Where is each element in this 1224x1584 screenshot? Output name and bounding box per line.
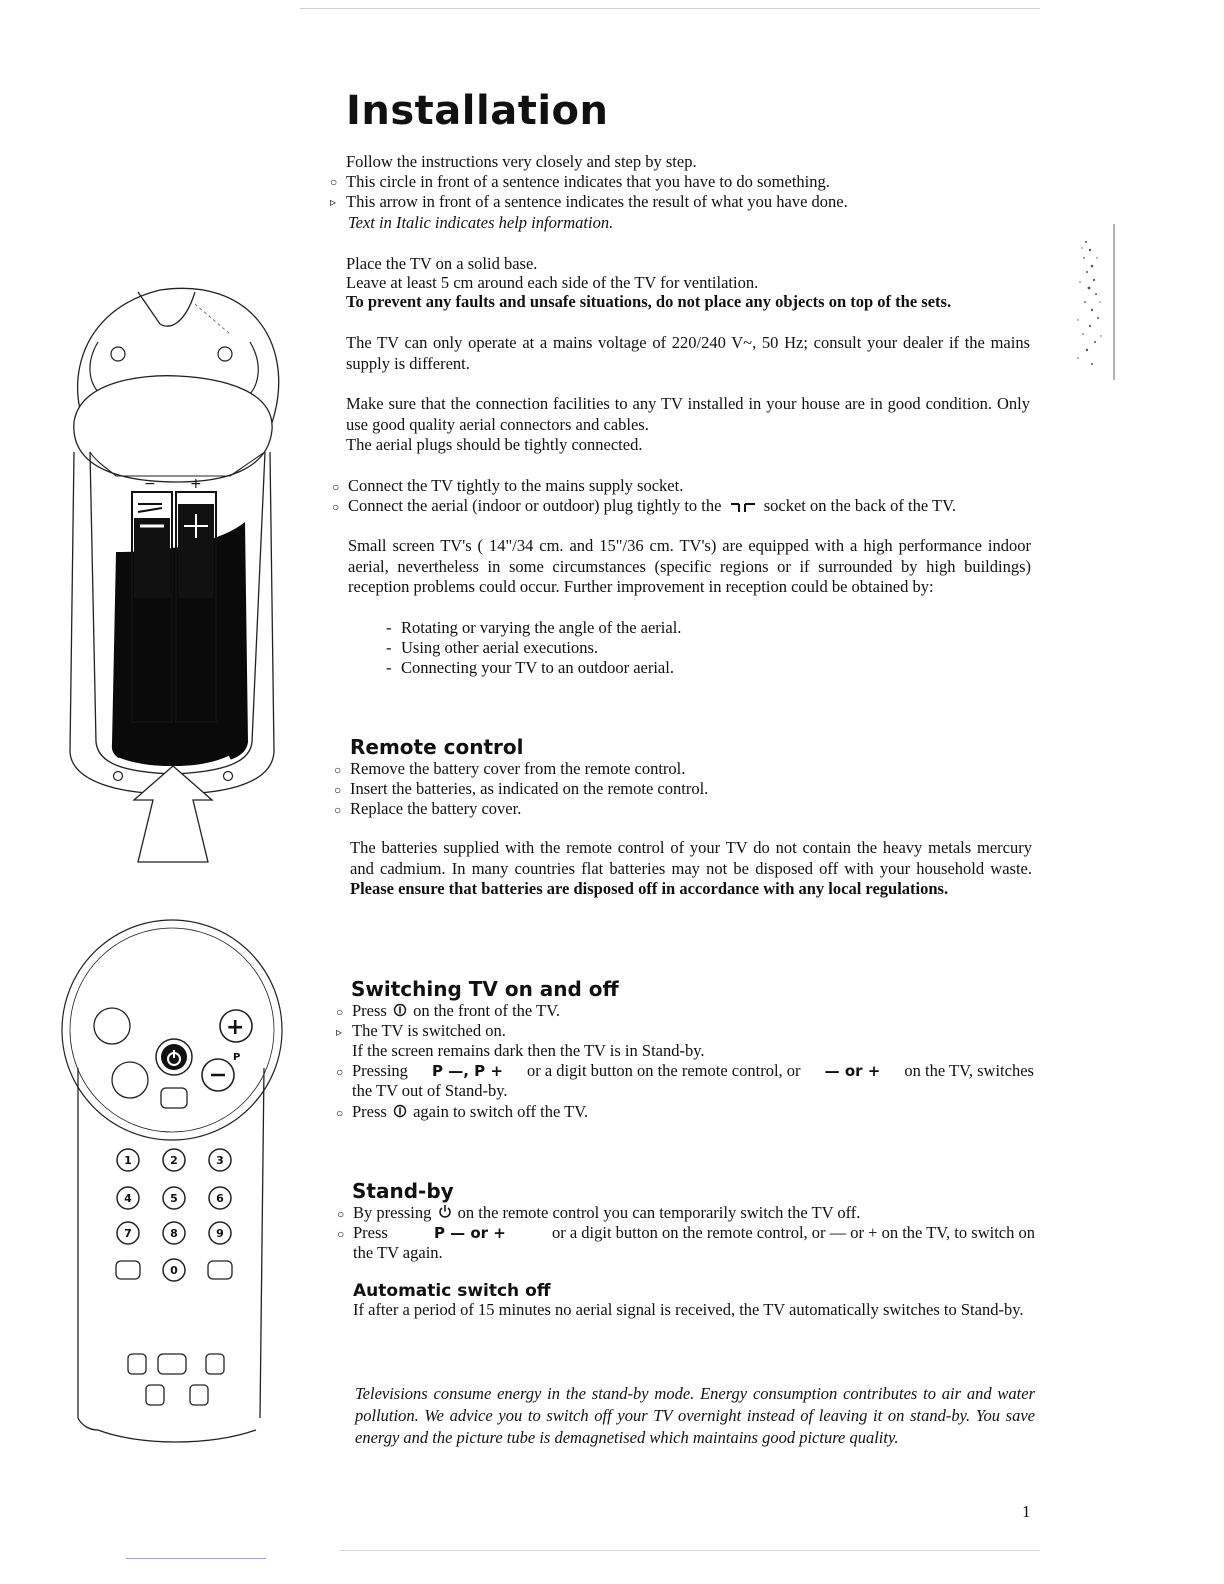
scan-speckle [1056, 222, 1116, 382]
auto-switch-off-heading: Automatic switch off [353, 1281, 551, 1301]
scan-edge-corner [126, 1558, 266, 1559]
step-text: By pressing [353, 1203, 432, 1222]
battery-disposal-paragraph [350, 838, 1032, 900]
step-text: Press [353, 1223, 388, 1242]
arrow-bullet-icon: ▹ [336, 1025, 343, 1039]
intro-italic-note: Text in Italic indicates help information. [348, 213, 614, 232]
step-text: again to switch off the TV. [413, 1102, 589, 1121]
connection-paragraph: Make sure that the connection facilities to any TV installed in your house are in good condition. Only use good quality aerial connectors and cables. [346, 394, 1030, 434]
switching-note: If the screen remains dark then the TV is in Stand-by. [352, 1041, 705, 1060]
auto-switch-off-paragraph: If after a period of 15 minutes no aerial signal is received, the TV automatically switches to Stand-by. [353, 1300, 1024, 1319]
remote-digit-1: 1 [124, 1154, 132, 1167]
page-title: Installation [346, 88, 609, 134]
battery-minus-label: − [144, 476, 156, 492]
power-icon [393, 1003, 407, 1017]
battery-compartment-illustration [60, 282, 290, 864]
remote-blank-round-button [94, 1008, 130, 1044]
switching-result: The TV is switched on. [352, 1021, 506, 1040]
switching-step-cont: the TV out of Stand-by. [352, 1081, 508, 1100]
remote-digit-0: 0 [170, 1264, 178, 1277]
remote-step: Replace the battery cover. [350, 799, 522, 818]
remote-p-label: P [233, 1052, 241, 1063]
circle-bullet-icon: ○ [336, 1065, 344, 1079]
svg-text:+: + [226, 1015, 245, 1040]
circle-bullet-icon: ○ [336, 1106, 344, 1120]
power-icon [393, 1104, 407, 1118]
arrow-bullet-icon: ▹ [330, 195, 337, 209]
step-text: or a digit button on the remote control, or [526, 1061, 801, 1080]
remote-digit-4: 4 [124, 1192, 132, 1205]
remote-control-heading: Remote control [350, 735, 524, 759]
circle-bullet-icon: ○ [332, 500, 340, 514]
circle-bullet-icon: ○ [332, 480, 340, 494]
standby-heading: Stand-by [352, 1179, 454, 1203]
connect-mains-step: Connect the TV tightly to the mains supply socket. [348, 476, 684, 495]
standby-step [353, 1203, 860, 1223]
reception-tip: Connecting your TV to an outdoor aerial. [401, 658, 674, 677]
step-text: Press [352, 1001, 387, 1020]
standby-icon [438, 1204, 452, 1219]
mains-paragraph: The TV can only operate at a mains voltage of 220/240 V~, 50 Hz; consult your dealer if the mains supply is different. [346, 333, 1030, 373]
remote-digit-9: 9 [216, 1227, 224, 1240]
energy-note: Televisions consume energy in the stand-by mode. Energy consumption contributes to air and water pollution. We advice you to switch off your TV overnight instead of leaving it on stand-by. You save energy and the picture tube is demagnetised which maintains good picture quality. [355, 1384, 1035, 1447]
remote-step: Remove the battery cover from the remote control. [350, 759, 686, 778]
remote-digit-2: 2 [170, 1154, 178, 1167]
p-minus-plus-keys: P —, P + [431, 1062, 503, 1080]
battery-plus-label: + [190, 476, 202, 492]
step-text: on the remote control you can temporarily switch the TV off. [457, 1203, 861, 1222]
dash-marker: - [386, 658, 392, 677]
aerial-socket-icon [730, 501, 756, 513]
scan-edge-bottom [340, 1550, 1040, 1551]
switching-step [352, 1001, 560, 1021]
circle-bullet-icon: ○ [337, 1207, 345, 1221]
remote-digit-3: 3 [216, 1154, 224, 1167]
scan-edge-top [300, 8, 1040, 9]
remote-digit-5: 5 [170, 1192, 178, 1205]
remote-blank-round-button [112, 1062, 148, 1098]
circle-bullet-icon: ○ [337, 1227, 345, 1241]
circle-bullet-icon: ○ [336, 1005, 344, 1019]
circle-bullet-icon: ○ [330, 175, 338, 189]
placement-line: Place the TV on a solid base. [346, 254, 538, 273]
connect-aerial-step [348, 496, 956, 516]
switching-step [352, 1061, 1034, 1081]
circle-bullet-icon: ○ [334, 803, 342, 817]
step-text: or a digit button on the remote control, or — or + on the TV, to switch on [551, 1223, 1035, 1242]
dash-marker: - [386, 618, 392, 637]
dash-marker: - [386, 638, 392, 657]
p-minus-plus-keys: P — or + [433, 1224, 506, 1242]
switching-heading: Switching TV on and off [351, 977, 619, 1001]
tv-minus-plus-keys: — or + [824, 1062, 881, 1080]
safety-warning: To prevent any faults and unsafe situations, do not place any objects on top of the sets. [346, 292, 952, 311]
remote-control-illustration [60, 918, 290, 1450]
connect-aerial-text-end: socket on the back of the TV. [763, 496, 957, 515]
page-number: 1 [1022, 1502, 1031, 1521]
remote-digit-8: 8 [170, 1227, 178, 1240]
switching-step [352, 1102, 588, 1122]
battery-info-text: The batteries supplied with the remote control of your TV do not contain the heavy metals mercury and cadmium. In many countries flat batteries may not be disposed off with your household waste. [350, 838, 1032, 878]
placement-line: Leave at least 5 cm around each side of the TV for ventilation. [346, 273, 759, 292]
circle-bullet-icon: ○ [334, 783, 342, 797]
step-text: Pressing [352, 1061, 408, 1080]
standby-step [353, 1223, 1035, 1243]
reception-tip: Rotating or varying the angle of the aerial. [401, 618, 682, 637]
remote-menu-button [161, 1088, 187, 1108]
intro-line: This circle in front of a sentence indicates that you have to do something. [346, 172, 830, 191]
remote-digit-6: 6 [216, 1192, 224, 1205]
standby-step-cont: the TV again. [353, 1243, 443, 1262]
remote-step: Insert the batteries, as indicated on the remote control. [350, 779, 709, 798]
remote-digit-7: 7 [124, 1227, 132, 1240]
intro-line: Follow the instructions very closely and step by step. [346, 152, 697, 171]
connection-line: The aerial plugs should be tightly connected. [346, 435, 643, 454]
small-screen-paragraph: Small screen TV's ( 14"/34 cm. and 15"/36 cm. TV's) are equipped with a high performance indoor aerial, nevertheless in some circumstances (specific regions or if surrounded by high buildings) reception problems could occur. Further improvement in reception could be obtained by: [348, 536, 1031, 596]
circle-bullet-icon: ○ [334, 763, 342, 777]
intro-line: This arrow in front of a sentence indicates the result of what you have done. [346, 192, 848, 211]
step-text: Press [352, 1102, 387, 1121]
step-text: on the TV, switches [904, 1061, 1034, 1080]
battery-disposal-warning: Please ensure that batteries are disposed off in accordance with any local regulations. [350, 879, 949, 898]
reception-tip: Using other aerial executions. [401, 638, 599, 657]
connect-aerial-text: Connect the aerial (indoor or outdoor) plug tightly to the [348, 496, 722, 515]
step-text: on the front of the TV. [413, 1001, 561, 1020]
